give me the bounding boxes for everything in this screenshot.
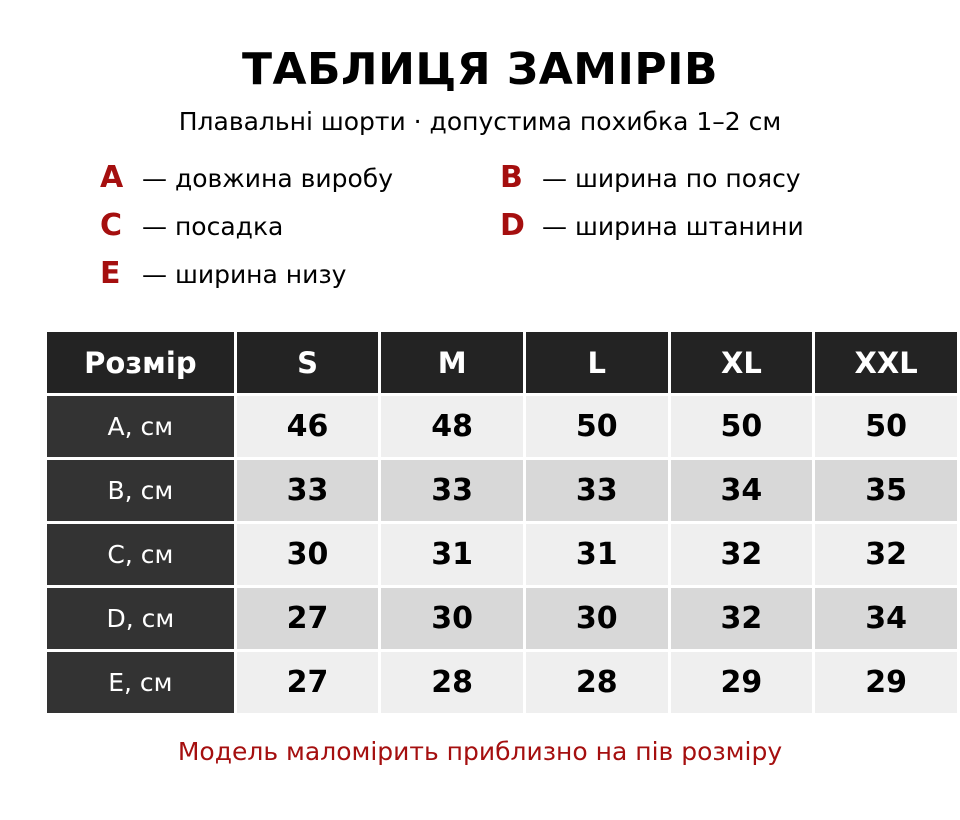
header-cell-l: L [526,332,668,393]
table-row [47,524,957,585]
table-cell: 33 [381,460,523,521]
table-cell: 31 [526,524,668,585]
row-label: D, см [47,588,234,649]
table-cell: 32 [815,524,957,585]
table-cell: 30 [237,524,379,585]
header-cell-xl: XL [671,332,813,393]
table-row [47,652,957,713]
table-cell: 46 [237,396,379,457]
table-row [47,588,957,649]
table-cell: 33 [237,460,379,521]
table-cell: 34 [671,460,813,521]
table-cell: 32 [671,588,813,649]
legend-text: — довжина виробу [142,164,394,193]
table-cell: 50 [671,396,813,457]
legend-item-c [100,208,283,245]
legend-letter: A [100,160,124,195]
table-header-row [47,332,957,393]
legend-item-b [500,160,801,197]
table-cell: 33 [526,460,668,521]
table-cell: 30 [381,588,523,649]
sizing-note: Модель маломірить приблизно на пів розміру [177,737,783,766]
legend-text: — посадка [142,212,284,241]
table-cell: 50 [526,396,668,457]
table-cell: 28 [381,652,523,713]
legend-letter: C [100,208,123,243]
legend-item-d [500,208,804,245]
table-cell: 29 [815,652,957,713]
header-cell-xxl: XXL [815,332,957,393]
row-label: A, см [47,396,234,457]
table-cell: 28 [526,652,668,713]
table-row [47,396,957,457]
table-cell: 48 [381,396,523,457]
page-title: ТАБЛИЦЯ ЗАМІРІВ [241,44,719,95]
table-cell: 32 [671,524,813,585]
legend-text: — ширина низу [142,260,347,289]
table-cell: 29 [671,652,813,713]
table-cell: 35 [815,460,957,521]
legend-text: — ширина по поясу [542,164,801,193]
table-cell: 27 [237,652,379,713]
header-cell-m: M [381,332,523,393]
legend-letter: E [100,256,121,291]
legend-item-e [100,256,346,293]
legend-text: — ширина штанини [542,212,804,241]
size-table [44,329,960,716]
legend-item-a [100,160,393,197]
table-cell: 27 [237,588,379,649]
row-label: E, см [47,652,234,713]
header-cell-size-label: Розмір [47,332,234,393]
table-cell: 34 [815,588,957,649]
legend-letter: D [500,208,525,243]
page-subtitle: Плавальні шорти · допустима похибка 1–2 см [178,107,782,136]
legend-letter: B [500,160,523,195]
table-cell: 30 [526,588,668,649]
row-label: C, см [47,524,234,585]
table-cell: 50 [815,396,957,457]
table-row [47,460,957,521]
row-label: B, см [47,460,234,521]
table-cell: 31 [381,524,523,585]
header-cell-s: S [237,332,379,393]
